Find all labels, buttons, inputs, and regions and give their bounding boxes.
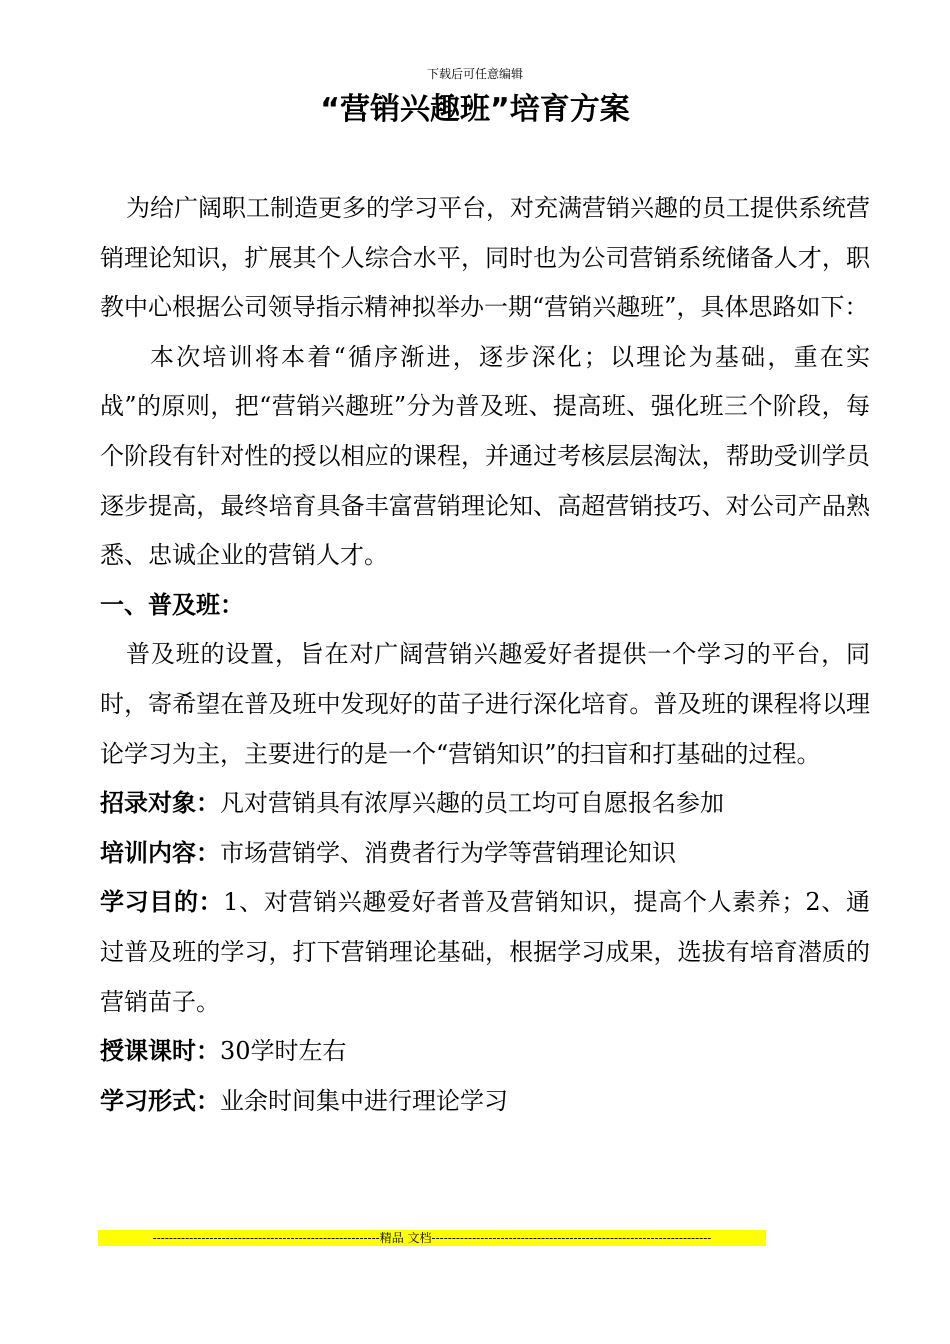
footer-left-dashes: --------------------------------------------------------: [152, 1231, 380, 1245]
field-target: [100, 779, 870, 829]
field-content-label: 培训内容：: [100, 838, 220, 867]
section1-heading: 一、普及班：: [100, 590, 244, 619]
page-title: “营销兴趣班”培育方案: [320, 92, 630, 127]
footer-label: 精品 文档: [379, 1231, 432, 1245]
field-form-value: 业余时间集中进行理论学习: [220, 1086, 508, 1115]
field-form-label: 学习形式：: [100, 1086, 220, 1115]
field-content-value: 市场营销学、消费者行为学等营销理论知识: [220, 838, 676, 867]
header-note: 下载后可任意编辑: [426, 67, 523, 81]
footer-right-dashes: ---------------------------------------------------------------------: [431, 1231, 712, 1245]
intro-paragraph: 为给广阔职工制造更多的学习平台，对充满营销兴趣的员工提供系统营销理论知识，扩展其个人综合水平，同时也为公司营销系统储备人才，职教中心根据公司领导指示精神拟举办一期“营销兴趣班”，具体思路如下：: [100, 194, 870, 322]
field-target-label: 招录对象：: [100, 789, 220, 818]
principle-paragraph: 本次培训将本着“循序渐进，逐步深化；以理论为基础，重在实战”的原则，把“营销兴趣班”分为普及班、提高班、强化班三个阶段，每个阶段有针对性的授以相应的课程，并通过考核层层淘汰，帮助受训学员逐步提高，最终培育具备丰富营销理论知、高超营销技巧、对公司产品熟悉、忠诚企业的营销人才。: [100, 342, 870, 570]
field-purpose: [100, 878, 870, 1027]
field-hours-label: 授课课时：: [100, 1037, 220, 1066]
field-target-value: 凡对营销具有浓厚兴趣的员工均可自愿报名参加: [220, 789, 724, 818]
document-body: [100, 184, 870, 1126]
footer-banner: [98, 1230, 766, 1246]
field-content: [100, 829, 870, 879]
field-purpose-value: 1、对营销兴趣爱好者普及营销知识，提高个人素养；2、通过普及班的学习，打下营销理论基础，根据学习成果，选拔有培育潜质的营销苗子。: [100, 888, 870, 1016]
field-hours-value: 30学时左右: [220, 1037, 347, 1066]
field-hours: [100, 1027, 870, 1077]
field-purpose-label: 学习目的：: [100, 888, 224, 917]
field-form: [100, 1077, 870, 1127]
section1-description: 普及班的设置，旨在对广阔营销兴趣爱好者提供一个学习的平台，同时，寄希望在普及班中发现好的苗子进行深化培育。普及班的课程将以理论学习为主，主要进行的是一个“营销知识”的扫盲和打基础的过程。: [100, 640, 870, 768]
